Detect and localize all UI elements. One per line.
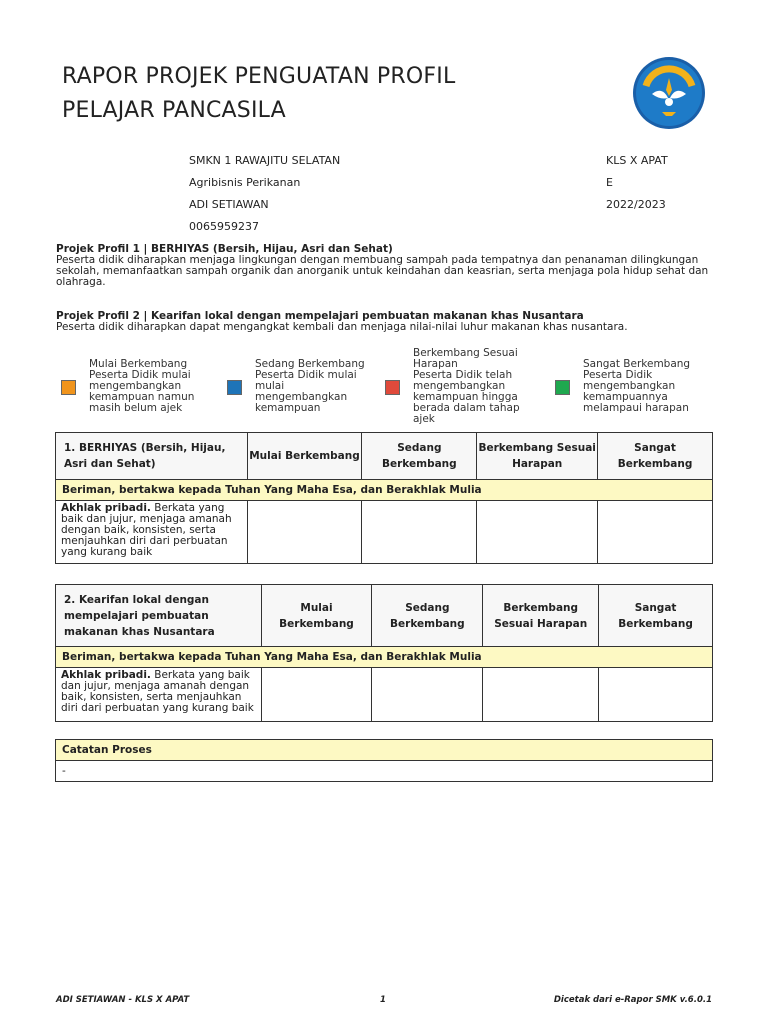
col-sangat-berkembang: Sangat Berkembang <box>599 585 713 647</box>
project-2-text: Peserta didik diharapkan dapat mengangkat kembali dan menjaga nilai-nilai luhur makanan khas nusantara. <box>56 321 628 333</box>
score-cell <box>247 501 362 564</box>
table-2-title: 2. Kearifan lokal dengan mempelajari pembuatan makanan khas Nusantara <box>56 585 262 647</box>
footer-printed-by: Dicetak dari e-Rapor SMK v.6.0.1 <box>553 995 712 1005</box>
legend-color-orange <box>61 380 76 395</box>
legend-2-desc: Peserta Didik mulai mulai mengembangkan kemampuan <box>255 369 357 414</box>
legend-2-title: Sedang Berkembang <box>255 358 365 370</box>
legend-color-red <box>385 380 400 395</box>
legend-4-desc: Peserta Didik mengembangkan kemampuannya melampaui harapan <box>583 369 689 414</box>
score-cell <box>372 668 483 722</box>
score-cell <box>599 668 713 722</box>
table-row <box>56 501 713 564</box>
legend-3-title: Berkembang Sesuai Harapan <box>413 347 518 370</box>
project-1-description <box>56 244 716 288</box>
table-row <box>56 668 713 722</box>
project-1-heading: Projek Profil 1 | BERHIYAS (Bersih, Hijau, Asri dan Sehat) <box>56 243 393 255</box>
element-label: Akhlak pribadi. <box>61 502 151 514</box>
process-notes-value: - <box>56 761 713 782</box>
process-notes-label: Catatan Proses <box>56 740 713 761</box>
dimension-row <box>56 480 713 501</box>
table-1-title: 1. BERHIYAS (Bersih, Hijau, Asri dan Sehat) <box>56 433 248 480</box>
element-desc: Berkata yang baik dan jujur, menjaga amanah dengan baik, konsisten, serta menjauhkan diri dari perbuatan yang kurang baik <box>61 502 232 558</box>
dimension-row <box>56 647 713 668</box>
col-mulai-berkembang: Mulai Berkembang <box>261 585 372 647</box>
nisn-value: 0065959237 <box>189 220 259 233</box>
element-cell <box>56 501 248 564</box>
col-berkembang-sesuai-harapan: Berkembang Sesuai Harapan <box>477 433 598 480</box>
legend-color-blue <box>227 380 242 395</box>
project-1-assessment-table <box>55 432 713 564</box>
project-2-heading: Projek Profil 2 | Kearifan lokal dengan mempelajari pembuatan makanan khas Nusantara <box>56 310 584 322</box>
phase-value: E <box>606 176 613 189</box>
col-mulai-berkembang: Mulai Berkembang <box>247 433 362 480</box>
table-header-row <box>56 433 713 480</box>
class-value: KLS X APAT <box>606 154 668 167</box>
footer-page-number: 1 <box>380 995 386 1005</box>
legend-color-green <box>555 380 570 395</box>
school-name-value: SMKN 1 RAWAJITU SELATAN <box>189 154 341 167</box>
col-berkembang-sesuai-harapan: Berkembang Sesuai Harapan <box>483 585 599 647</box>
project-2-assessment-table <box>55 584 713 722</box>
school-year-value: 2022/2023 <box>606 198 666 211</box>
element-label: Akhlak pribadi. <box>61 669 151 681</box>
page-title-line-1: RAPOR PROJEK PENGUATAN PROFIL <box>62 64 456 89</box>
score-cell <box>483 668 599 722</box>
col-sangat-berkembang: Sangat Berkembang <box>598 433 713 480</box>
project-1-text: Peserta didik diharapkan menjaga lingkungan dengan membuang sampah pada tempatnya dan penanaman dilingkungan sekolah, memanfaatkan sampah organik dan anorganik untuk keindahan dan keasrian, serta menjaga pola hidup sehat dan olahraga. <box>56 254 709 288</box>
element-desc: Berkata yang baik dan jujur, menjaga amanah dengan baik, konsisten, serta menjauhkan diri dari perbuatan yang kurang baik <box>61 669 254 714</box>
score-cell <box>261 668 372 722</box>
score-cell <box>362 501 477 564</box>
dimension-label: Beriman, bertakwa kepada Tuhan Yang Maha Esa, dan Berakhlak Mulia <box>56 647 713 668</box>
page-title-line-2: PELAJAR PANCASILA <box>62 98 286 123</box>
tut-wuri-handayani-logo-icon <box>632 56 706 130</box>
table-header-row <box>56 585 713 647</box>
project-2-description <box>56 311 716 333</box>
legend-1-title: Mulai Berkembang <box>89 358 188 370</box>
col-sedang-berkembang: Sedang Berkembang <box>372 585 483 647</box>
program-value: Agribisnis Perikanan <box>189 176 301 189</box>
score-cell <box>477 501 598 564</box>
legend-4-title: Sangat Berkembang <box>583 358 691 370</box>
footer-student: ADI SETIAWAN - KLS X APAT <box>56 995 190 1005</box>
element-cell <box>56 668 262 722</box>
legend-3-desc: Peserta Didik telah mengembangkan kemampuan hingga berada dalam tahap ajek <box>413 369 520 425</box>
process-notes-table <box>55 739 713 782</box>
legend-1-desc: Peserta Didik mulai mengembangkan kemampuan namun masih belum ajek <box>89 369 195 414</box>
dimension-label: Beriman, bertakwa kepada Tuhan Yang Maha Esa, dan Berakhlak Mulia <box>56 480 713 501</box>
score-cell <box>598 501 713 564</box>
student-name-value: ADI SETIAWAN <box>189 198 269 211</box>
col-sedang-berkembang: Sedang Berkembang <box>362 433 477 480</box>
page-title <box>62 60 455 128</box>
